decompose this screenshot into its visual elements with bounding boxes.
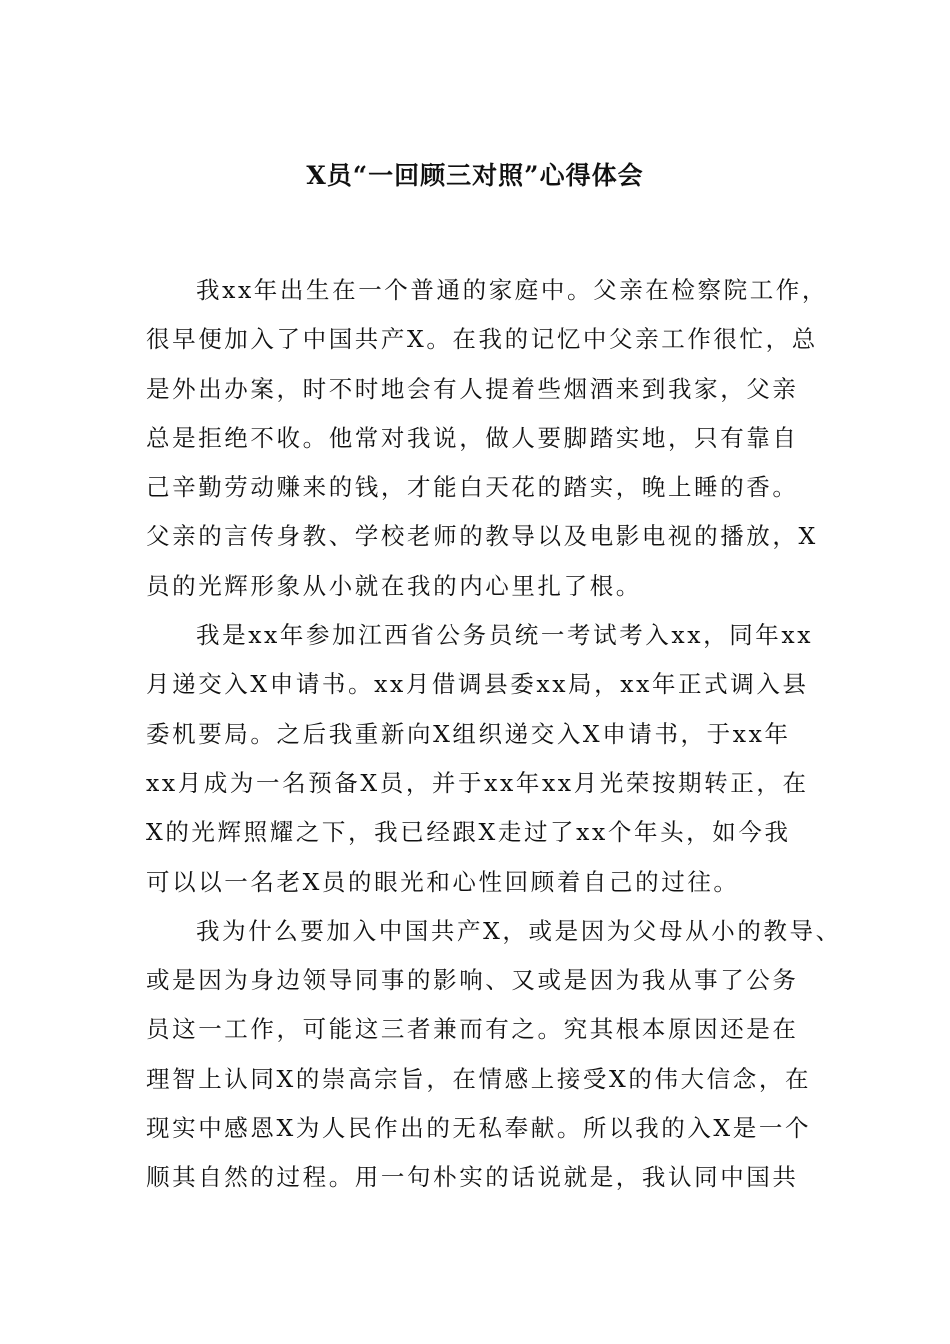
body-text-line: 理智上认同X的崇高宗旨，在情感上接受X的伟大信念，在 — [146, 1064, 812, 1093]
body-text-line: 员这一工作，可能这三者兼而有之。究其根本原因还是在 — [146, 1015, 799, 1044]
body-text-line: 父亲的言传身教、学校老师的教导以及电影电视的播放，X — [146, 522, 818, 551]
body-text-line: 己辛勤劳动赚来的钱，才能白天花的踏实，晚上睡的香。 — [146, 473, 799, 502]
document-body — [146, 266, 842, 1203]
body-text-line: 很早便加入了中国共产X。在我的记忆中父亲工作很忙，总 — [146, 325, 818, 354]
body-text-line: 是外出办案，时不时地会有人提着些烟酒来到我家，父亲 — [146, 374, 799, 403]
body-text-line: 可以以一名老X员的眼光和心性回顾着自己的过往。 — [146, 867, 740, 896]
document-title: X员“一回顾三对照”心得体会 — [306, 161, 644, 190]
body-text-line: 顺其自然的过程。用一句朴实的话说就是，我认同中国共 — [146, 1163, 799, 1192]
body-text-line: X的光辉照耀之下，我已经跟X走过了xx个年头，如今我 — [146, 818, 791, 847]
body-text-line: xx月成为一名预备X员，并于xx年xx月光荣按期转正，在 — [146, 768, 809, 797]
body-text-line: 月递交入X申请书。xx月借调县委xx局，xx年正式调入县 — [146, 670, 809, 699]
body-text-line: 我是xx年参加江西省公务员统一考试考入xx，同年xx — [196, 621, 814, 650]
body-text-line: 总是拒绝不收。他常对我说，做人要脚踏实地，只有靠自 — [146, 423, 799, 452]
body-text-line: 现实中感恩X为人民作出的无私奉献。所以我的入X是一个 — [146, 1114, 812, 1143]
body-text-line: 员的光辉形象从小就在我的内心里扎了根。 — [146, 571, 642, 600]
body-text-line: 我为什么要加入中国共产X，或是因为父母从小的教导、 — [196, 916, 842, 945]
body-text-line: 或是因为身边领导同事的影响、又或是因为我从事了公务 — [146, 966, 799, 995]
body-text-line: 我xx年出生在一个普通的家庭中。父亲在检察院工作， — [196, 276, 829, 304]
body-text-line: 委机要局。之后我重新向X组织递交入X申请书，于xx年 — [146, 719, 791, 748]
